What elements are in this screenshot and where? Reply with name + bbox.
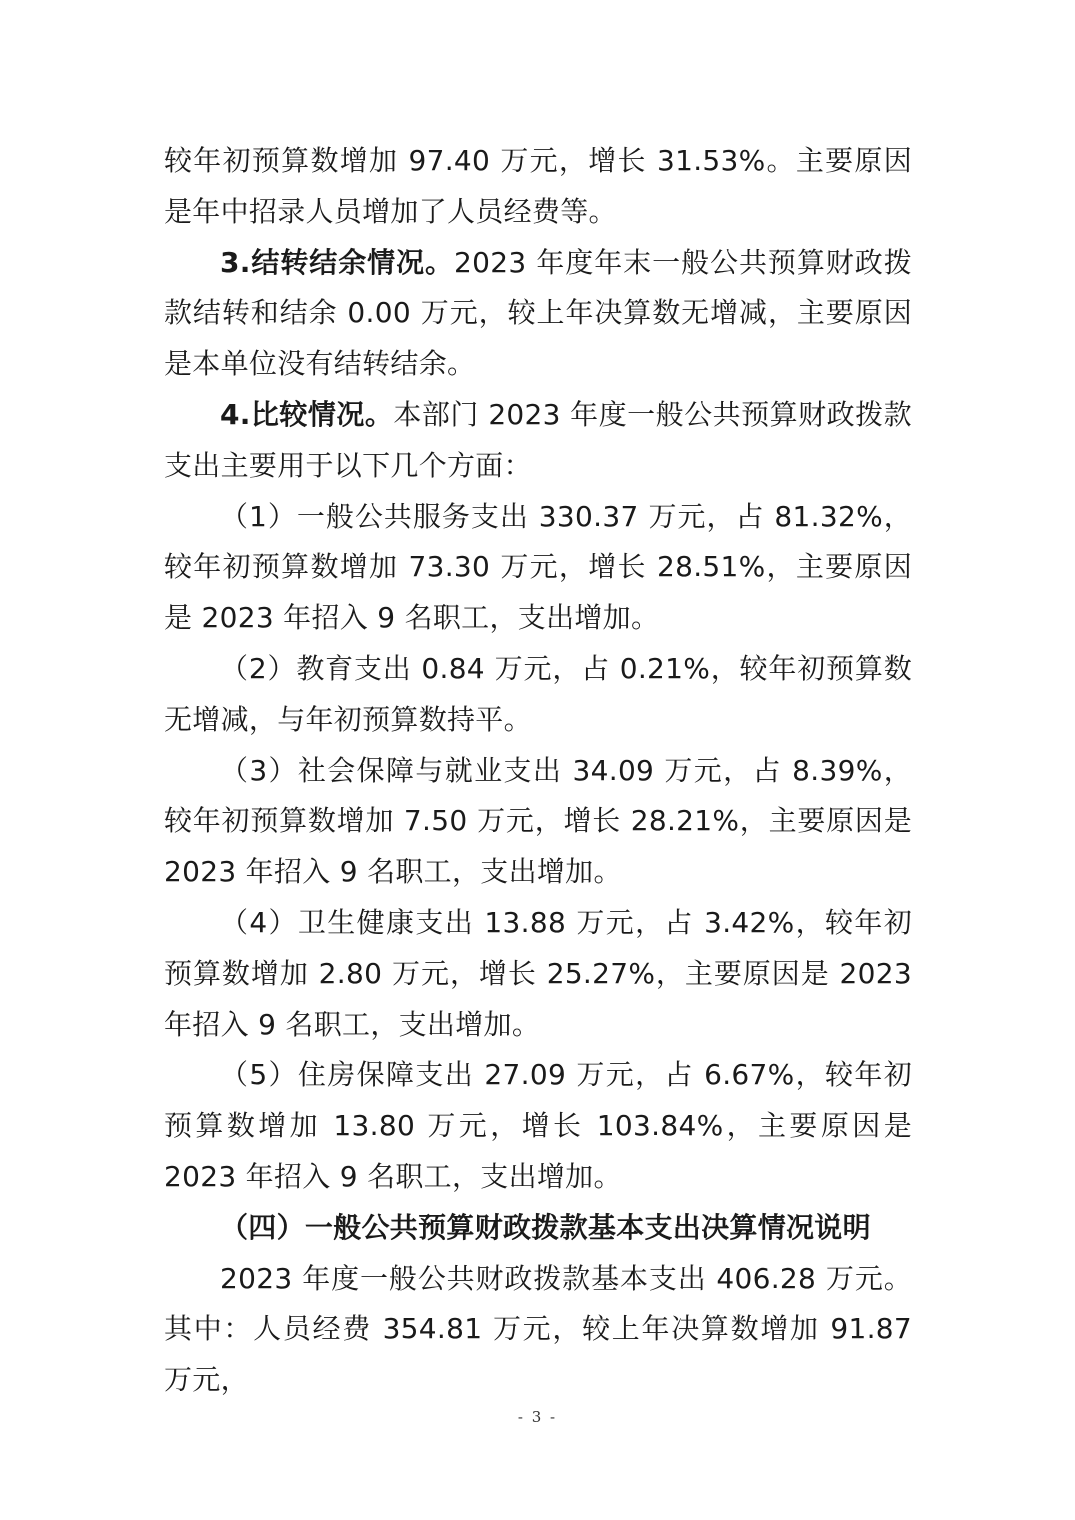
paragraph-basic-expenditure: 2023 年度一般公共财政拨款基本支出 406.28 万元。其中：人员经费 354.81 万元，较上年决算数增加 91.87 万元，: [164, 1261, 912, 1397]
list-item-health: （4）卫生健康支出 13.88 万元，占 3.42%，较年初预算数增加 2.80 万元，增长 25.27%，主要原因是 2023 年招入 9 名职工，支出增加。: [164, 905, 912, 1041]
page-number: - 3 -: [517, 1408, 558, 1426]
paragraph-lead-comparison: 4.比较情况。: [220, 397, 394, 431]
list-item-general-services: （1）一般公共服务支出 330.37 万元，占 81.32%，较年初预算数增加 73.30 万元，增长 28.51%，主要原因是 2023 年招入 9 名职工，支出增加。: [164, 499, 912, 635]
paragraph-comparison: [164, 390, 912, 492]
paragraph-body-comparison: 本部门 2023 年度一般公共预算财政拨款支出主要用于以下几个方面：: [164, 397, 912, 482]
paragraph-body-carryover: 2023 年度年末一般公共预算财政拨款结转和结余 0.00 万元，较上年决算数无增减，主要原因是本单位没有结转结余。: [164, 245, 913, 381]
section-heading-basic-expenditure: （四）一般公共预算财政拨款基本支出决算情况说明: [220, 1210, 871, 1244]
paragraph-carryover: [164, 238, 912, 390]
list-item-education: （2）教育支出 0.84 万元，占 0.21%，较年初预算数无增减，与年初预算数持平。: [164, 651, 912, 736]
list-item-social-security: （3）社会保障与就业支出 34.09 万元，占 8.39%，较年初预算数增加 7.50 万元，增长 28.21%，主要原因是 2023 年招入 9 名职工，支出增加。: [164, 753, 912, 889]
paragraph-continued: 较年初预算数增加 97.40 万元，增长 31.53%。主要原因是年中招录人员增加了人员经费等。: [164, 144, 912, 228]
document-body: [164, 136, 912, 1406]
paragraph-lead-carryover: 3.结转结余情况。: [220, 245, 455, 279]
list-item-housing: （5）住房保障支出 27.09 万元，占 6.67%，较年初预算数增加 13.80 万元，增长 103.84%，主要原因是 2023 年招入 9 名职工，支出增加。: [164, 1058, 912, 1193]
